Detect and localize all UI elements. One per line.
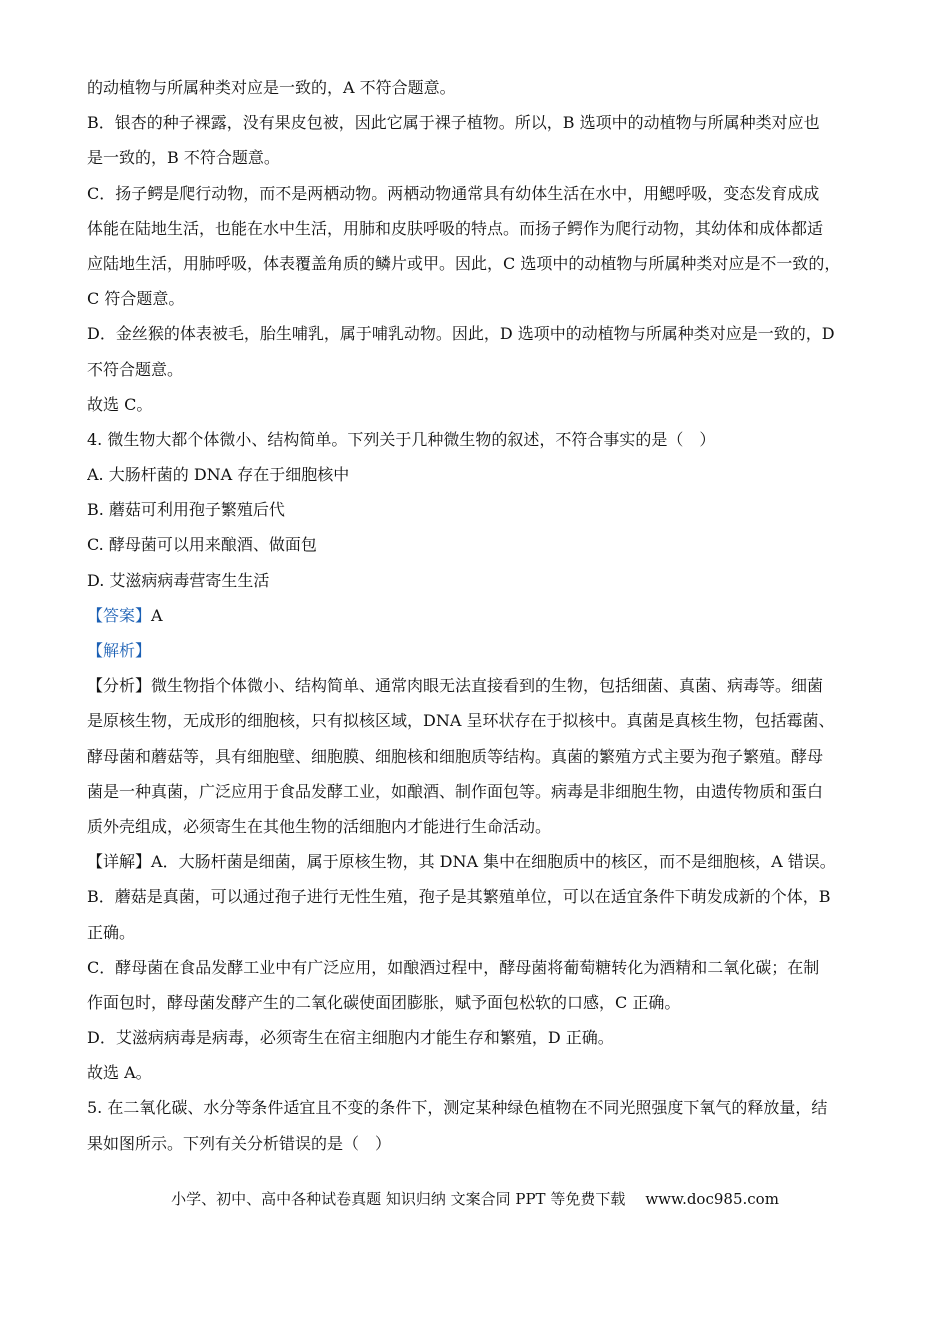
text-line: 体能在陆地生活，也能在水中生活，用肺和皮肤呼吸的特点。而扬子鳄作为爬行动物，其幼体和成体都适 [87, 218, 824, 238]
analysis-text-line: 酵母菌和蘑菇等，具有细胞壁、细胞膜、细胞核和细胞质等结构。真菌的繁殖方式主要为孢子繁殖。酵母 [87, 746, 824, 766]
detail-text-line: 作面包时，酵母菌发酵产生的二氧化碳使面团膨胀，赋予面包松软的口感，C 正确。 [87, 992, 681, 1012]
text-line: 应陆地生活，用肺呼吸，体表覆盖角质的鳞片或甲。因此，C 选项中的动植物与所属种类对应是不一致的， [87, 253, 841, 273]
text-line: 是一致的，B 不符合题意。 [87, 148, 280, 168]
question-4-option-b: B. 蘑菇可利用孢子繁殖后代 [87, 500, 285, 520]
detail-text: A．大肠杆菌是细菌，属于原核生物，其 DNA 集中在细胞质中的核区，而不是细胞核，A 错误。 [151, 852, 836, 872]
document-body [87, 70, 877, 1161]
text-line: C．扬子鳄是爬行动物，而不是两栖动物。两栖动物通常具有幼体生活在水中，用鳃呼吸，变态发育成成 [87, 183, 820, 203]
question-4-stem: 4. 微生物大都个体微小、结构简单。下列关于几种微生物的叙述，不符合事实的是（ ） [87, 429, 716, 449]
question-5-stem-cont: 果如图所示。下列有关分析错误的是（ ） [87, 1133, 392, 1153]
analysis-text-line: 是原核生物，无成形的细胞核，只有拟核区域，DNA 呈环状存在于拟核中。真菌是真核生物，包括霉菌、 [87, 711, 835, 731]
text-line: B．银杏的种子裸露，没有果皮包被，因此它属于裸子植物。所以，B 选项中的动植物与所属种类对应也 [87, 113, 820, 133]
detail-text-line: 正确。 [87, 922, 136, 942]
detail-text-line: 故选 A。 [87, 1063, 152, 1083]
text-line: C 符合题意。 [87, 289, 185, 309]
answer-line [87, 598, 877, 633]
text-line: 不符合题意。 [87, 359, 184, 379]
analysis-text-line: 菌是一种真菌，广泛应用于食品发酵工业，如酿酒、制作面包等。病毒是非细胞生物，由遗传物质和蛋白 [87, 781, 824, 801]
analysis-text-line [87, 668, 877, 703]
text-line: 的动植物与所属种类对应是一致的，A 不符合题意。 [87, 78, 456, 97]
detail-text-line: B．蘑菇是真菌，可以通过孢子进行无性生殖，孢子是其繁殖单位，可以在适宜条件下萌发成新的个体，B [87, 887, 831, 907]
footer-text: 小学、初中、高中各种试卷真题 知识归纳 文案合同 PPT 等免费下载 [171, 1190, 626, 1208]
detail-text-line [87, 844, 877, 879]
detail-text-line: D．艾滋病病毒是病毒，必须寄生在宿主细胞内才能生存和繁殖，D 正确。 [87, 1028, 614, 1048]
analysis-tag: 【解析】 [87, 641, 152, 660]
answer-tag: 【答案】 [87, 605, 152, 625]
analysis-text-line: 质外壳组成，必须寄生在其他生物的活细胞内才能进行生命活动。 [87, 816, 552, 836]
analysis-text: 微生物指个体微小、结构简单、通常肉眼无法直接看到的生物，包括细菌、真菌、病毒等。细菌 [151, 676, 824, 696]
question-4-option-c: C. 酵母菌可以用来酿酒、做面包 [87, 535, 317, 555]
fenxi-tag: 【分析】 [87, 676, 152, 696]
page-footer [0, 1188, 950, 1209]
question-4-option-d: D. 艾滋病病毒营寄生生活 [87, 570, 270, 590]
question-5-stem: 5. 在二氧化碳、水分等条件适宜且不变的条件下，测定某种绿色植物在不同光照强度下氧气的释放量，结 [87, 1098, 828, 1118]
text-line: D．金丝猴的体表被毛，胎生哺乳，属于哺乳动物。因此，D 选项中的动植物与所属种类对应是一致的，D [87, 324, 835, 344]
analysis-line [87, 633, 877, 668]
text-line: 故选 C。 [87, 394, 153, 414]
answer-value: A [151, 605, 163, 625]
xiangjie-tag: 【详解】 [87, 852, 152, 872]
footer-url: www.doc985.com [645, 1190, 779, 1208]
question-4-option-a: A. 大肠杆菌的 DNA 存在于细胞核中 [87, 465, 350, 485]
detail-text-line: C．酵母菌在食品发酵工业中有广泛应用，如酿酒过程中，酵母菌将葡萄糖转化为酒精和二氧化碳；在制 [87, 957, 820, 977]
